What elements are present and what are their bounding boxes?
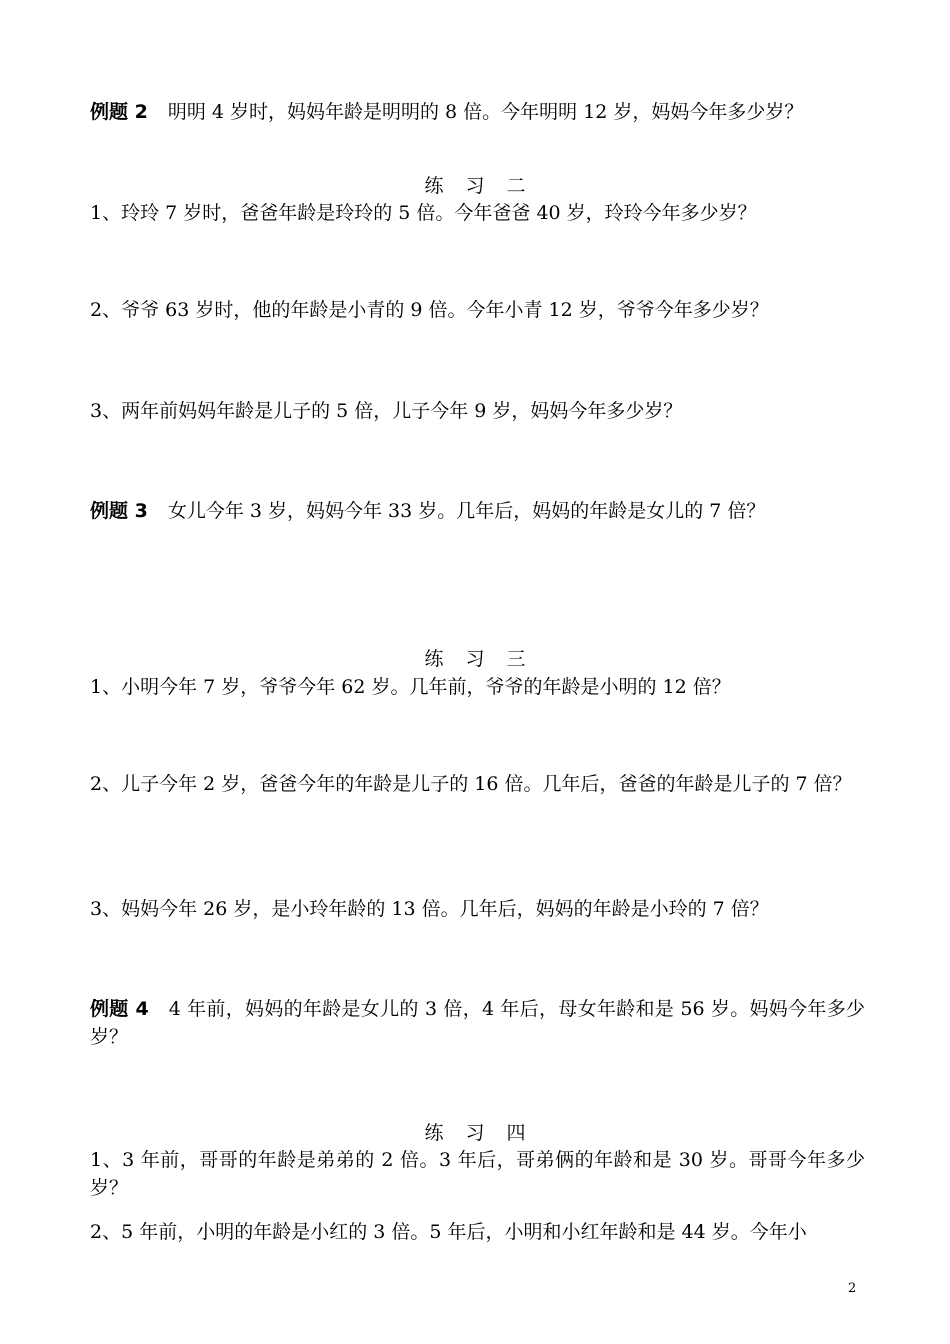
example-text: 4 年前，妈妈的年龄是女儿的 3 倍，4 年后，母女年龄和是 56 岁。妈妈今年多少岁？ [90,998,865,1048]
list-item: 1、3 年前，哥哥的年龄是弟弟的 2 倍。3 年后，哥弟俩的年龄和是 30 岁。哥哥今年多少岁？ [90,1149,865,1199]
practice-3-heading: 练习三 [424,648,548,670]
list-item: 3、妈妈今年 26 岁，是小玲年龄的 13 倍。几年后，妈妈的年龄是小玲的 7 倍？ [90,898,769,920]
example-label: 例题 4 [90,998,149,1020]
example-text: 女儿今年 3 岁，妈妈今年 33 岁。几年后，妈妈的年龄是女儿的 7 倍？ [167,500,766,522]
example-label: 例题 3 [90,500,148,522]
example-4 [90,995,865,1051]
list-item: 2、儿子今年 2 岁，爸爸今年的年龄是儿子的 16 倍。几年后，爸爸的年龄是儿子的 7 倍？ [90,773,852,795]
list-item: 2、爷爷 63 岁时，他的年龄是小青的 9 倍。今年小青 12 岁，爷爷今年多少岁？ [90,299,769,321]
example-2 [90,98,865,126]
example-text: 明明 4 岁时，妈妈年龄是明明的 8 倍。今年明明 12 岁，妈妈今年多少岁？ [167,101,804,123]
practice-2-heading: 练习二 [424,175,548,197]
page-number: 2 [848,1281,857,1296]
practice-4-heading: 练习四 [424,1122,548,1144]
list-item: 3、两年前妈妈年龄是儿子的 5 倍，儿子今年 9 岁，妈妈今年多少岁？ [90,400,683,422]
list-item: 2、5 年前，小明的年龄是小红的 3 倍。5 年后，小明和小红年龄和是 44 岁。今年小 [90,1221,807,1243]
example-label: 例题 2 [90,101,148,123]
list-item: 1、玲玲 7 岁时，爸爸年龄是玲玲的 5 倍。今年爸爸 40 岁，玲玲今年多少岁？ [90,202,757,224]
example-3 [90,497,865,525]
list-item: 1、小明今年 7 岁，爷爷今年 62 岁。几年前，爷爷的年龄是小明的 12 倍？ [90,676,731,698]
